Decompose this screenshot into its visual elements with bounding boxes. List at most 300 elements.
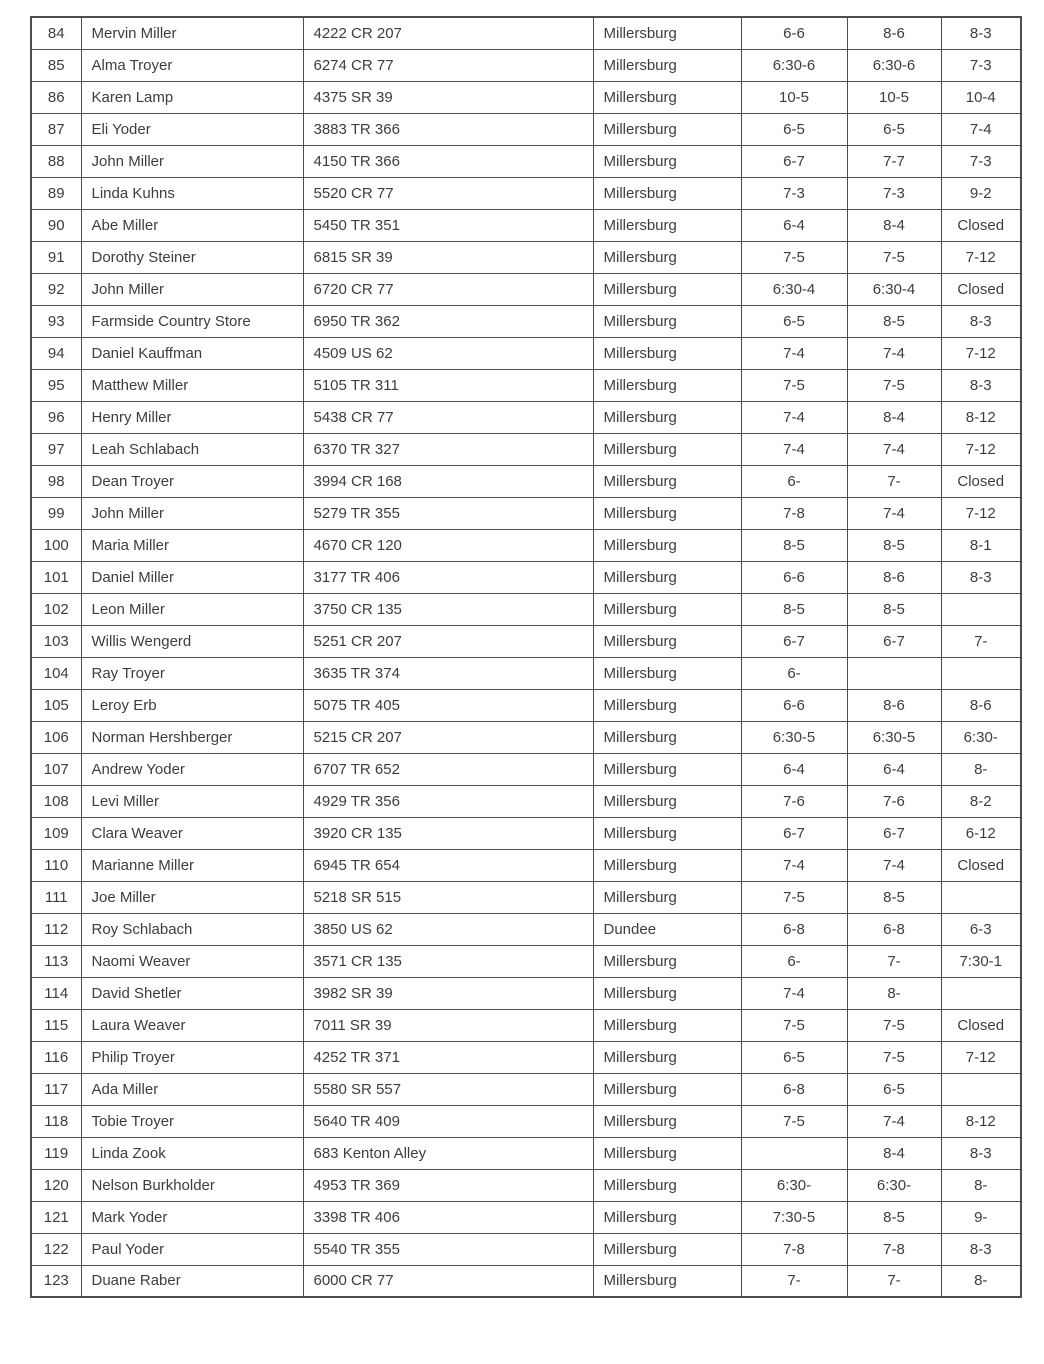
table-row (31, 1073, 1021, 1105)
cell-hours-2: 6-7 (847, 817, 941, 849)
cell-address: 5540 TR 355 (303, 1233, 593, 1265)
cell-city: Millersburg (593, 1201, 741, 1233)
cell-name: Dorothy Steiner (81, 241, 303, 273)
cell-hours-3 (941, 881, 1021, 913)
cell-address: 5105 TR 311 (303, 369, 593, 401)
table-row (31, 433, 1021, 465)
cell-address: 4509 US 62 (303, 337, 593, 369)
cell-city: Millersburg (593, 241, 741, 273)
cell-number: 112 (31, 913, 81, 945)
table-row (31, 369, 1021, 401)
cell-hours-3: 6-12 (941, 817, 1021, 849)
cell-hours-2: 7-4 (847, 337, 941, 369)
cell-number: 105 (31, 689, 81, 721)
cell-city: Millersburg (593, 1073, 741, 1105)
cell-address: 6815 SR 39 (303, 241, 593, 273)
cell-address: 4222 CR 207 (303, 17, 593, 49)
cell-hours-1: 6-8 (741, 1073, 847, 1105)
cell-hours-1: 8-5 (741, 529, 847, 561)
cell-hours-3: Closed (941, 1009, 1021, 1041)
table-row (31, 1041, 1021, 1073)
table-row (31, 81, 1021, 113)
cell-address: 4953 TR 369 (303, 1169, 593, 1201)
cell-hours-1: 6-4 (741, 209, 847, 241)
table-row (31, 209, 1021, 241)
cell-hours-2: 6-5 (847, 1073, 941, 1105)
cell-name: Naomi Weaver (81, 945, 303, 977)
cell-name: Leroy Erb (81, 689, 303, 721)
cell-hours-2: 8-6 (847, 689, 941, 721)
table-row (31, 1265, 1021, 1297)
cell-hours-3: 7:30-1 (941, 945, 1021, 977)
table-row (31, 849, 1021, 881)
table-row (31, 465, 1021, 497)
cell-name: Ray Troyer (81, 657, 303, 689)
cell-hours-3 (941, 977, 1021, 1009)
table-row (31, 753, 1021, 785)
cell-address: 5450 TR 351 (303, 209, 593, 241)
cell-hours-2 (847, 657, 941, 689)
cell-hours-2: 6-8 (847, 913, 941, 945)
cell-city: Millersburg (593, 849, 741, 881)
cell-number: 110 (31, 849, 81, 881)
cell-hours-3: 7-12 (941, 497, 1021, 529)
cell-hours-2: 7-4 (847, 849, 941, 881)
cell-city: Millersburg (593, 145, 741, 177)
cell-city: Millersburg (593, 1137, 741, 1169)
cell-city: Millersburg (593, 177, 741, 209)
cell-name: Ada Miller (81, 1073, 303, 1105)
cell-city: Millersburg (593, 753, 741, 785)
cell-address: 5218 SR 515 (303, 881, 593, 913)
cell-name: Daniel Miller (81, 561, 303, 593)
cell-hours-3: 8-3 (941, 305, 1021, 337)
cell-hours-1: 7-5 (741, 881, 847, 913)
cell-city: Dundee (593, 913, 741, 945)
cell-hours-3 (941, 1073, 1021, 1105)
cell-address: 6370 TR 327 (303, 433, 593, 465)
cell-hours-2: 7-5 (847, 241, 941, 273)
cell-hours-2: 6-4 (847, 753, 941, 785)
cell-number: 98 (31, 465, 81, 497)
cell-hours-3: 8- (941, 1265, 1021, 1297)
cell-address: 4150 TR 366 (303, 145, 593, 177)
table-row (31, 177, 1021, 209)
cell-number: 104 (31, 657, 81, 689)
cell-city: Millersburg (593, 945, 741, 977)
cell-hours-3: 7-12 (941, 1041, 1021, 1073)
cell-number: 108 (31, 785, 81, 817)
table-row (31, 113, 1021, 145)
cell-hours-2: 8-5 (847, 1201, 941, 1233)
table-row (31, 977, 1021, 1009)
cell-hours-2: 7-3 (847, 177, 941, 209)
cell-name: Linda Kuhns (81, 177, 303, 209)
table-row (31, 1105, 1021, 1137)
cell-hours-1: 7-4 (741, 849, 847, 881)
cell-address: 3850 US 62 (303, 913, 593, 945)
table-row (31, 1201, 1021, 1233)
cell-address: 3750 CR 135 (303, 593, 593, 625)
cell-address: 3994 CR 168 (303, 465, 593, 497)
cell-name: Philip Troyer (81, 1041, 303, 1073)
table-row (31, 1137, 1021, 1169)
cell-hours-1: 7- (741, 1265, 847, 1297)
cell-number: 93 (31, 305, 81, 337)
cell-name: Dean Troyer (81, 465, 303, 497)
cell-hours-1: 7-6 (741, 785, 847, 817)
cell-hours-2: 8-5 (847, 529, 941, 561)
cell-hours-1: 6:30-4 (741, 273, 847, 305)
cell-name: John Miller (81, 145, 303, 177)
table-row (31, 657, 1021, 689)
cell-city: Millersburg (593, 273, 741, 305)
cell-city: Millersburg (593, 593, 741, 625)
cell-hours-3: 8-1 (941, 529, 1021, 561)
cell-city: Millersburg (593, 1233, 741, 1265)
cell-hours-2: 6:30-6 (847, 49, 941, 81)
cell-hours-3: Closed (941, 849, 1021, 881)
cell-number: 111 (31, 881, 81, 913)
cell-hours-3: 6:30- (941, 721, 1021, 753)
cell-hours-1: 6-6 (741, 17, 847, 49)
cell-address: 5640 TR 409 (303, 1105, 593, 1137)
cell-city: Millersburg (593, 625, 741, 657)
cell-city: Millersburg (593, 785, 741, 817)
table-row (31, 49, 1021, 81)
cell-name: David Shetler (81, 977, 303, 1009)
cell-address: 3635 TR 374 (303, 657, 593, 689)
cell-city: Millersburg (593, 433, 741, 465)
cell-hours-3: 8- (941, 753, 1021, 785)
cell-city: Millersburg (593, 305, 741, 337)
cell-name: Marianne Miller (81, 849, 303, 881)
cell-hours-2: 6:30- (847, 1169, 941, 1201)
table-row (31, 625, 1021, 657)
cell-name: Willis Wengerd (81, 625, 303, 657)
cell-number: 117 (31, 1073, 81, 1105)
cell-hours-1: 10-5 (741, 81, 847, 113)
cell-hours-2: 7- (847, 1265, 941, 1297)
cell-hours-1: 6-4 (741, 753, 847, 785)
cell-number: 121 (31, 1201, 81, 1233)
table-row (31, 305, 1021, 337)
cell-hours-2: 7-5 (847, 1041, 941, 1073)
cell-name: Roy Schlabach (81, 913, 303, 945)
cell-hours-1: 6:30-5 (741, 721, 847, 753)
cell-hours-2: 6-7 (847, 625, 941, 657)
cell-city: Millersburg (593, 209, 741, 241)
cell-hours-3: 10-4 (941, 81, 1021, 113)
cell-hours-2: 7-4 (847, 1105, 941, 1137)
cell-hours-1: 8-5 (741, 593, 847, 625)
cell-hours-1: 7-4 (741, 337, 847, 369)
table-row (31, 593, 1021, 625)
cell-hours-1: 6-5 (741, 113, 847, 145)
cell-hours-1: 6-5 (741, 1041, 847, 1073)
cell-hours-3: Closed (941, 465, 1021, 497)
table-row (31, 497, 1021, 529)
table-row (31, 721, 1021, 753)
cell-name: Leon Miller (81, 593, 303, 625)
cell-name: Mark Yoder (81, 1201, 303, 1233)
table-row (31, 817, 1021, 849)
cell-hours-2: 7-6 (847, 785, 941, 817)
cell-hours-2: 7-5 (847, 1009, 941, 1041)
cell-name: Joe Miller (81, 881, 303, 913)
cell-hours-2: 7-4 (847, 433, 941, 465)
cell-hours-3: 7-12 (941, 433, 1021, 465)
cell-address: 3571 CR 135 (303, 945, 593, 977)
table-row (31, 561, 1021, 593)
cell-hours-1: 6- (741, 945, 847, 977)
cell-address: 3398 TR 406 (303, 1201, 593, 1233)
cell-number: 91 (31, 241, 81, 273)
cell-number: 113 (31, 945, 81, 977)
cell-name: Abe Miller (81, 209, 303, 241)
cell-city: Millersburg (593, 401, 741, 433)
cell-hours-3: 9- (941, 1201, 1021, 1233)
cell-hours-2: 8-6 (847, 17, 941, 49)
cell-name: Farmside Country Store (81, 305, 303, 337)
cell-address: 5438 CR 77 (303, 401, 593, 433)
cell-address: 6720 CR 77 (303, 273, 593, 305)
cell-number: 115 (31, 1009, 81, 1041)
cell-name: Matthew Miller (81, 369, 303, 401)
cell-address: 5520 CR 77 (303, 177, 593, 209)
cell-name: Tobie Troyer (81, 1105, 303, 1137)
cell-name: John Miller (81, 497, 303, 529)
cell-hours-2: 6-5 (847, 113, 941, 145)
cell-number: 122 (31, 1233, 81, 1265)
cell-number: 118 (31, 1105, 81, 1137)
cell-number: 90 (31, 209, 81, 241)
cell-city: Millersburg (593, 1041, 741, 1073)
cell-number: 103 (31, 625, 81, 657)
table-row (31, 1169, 1021, 1201)
cell-hours-2: 6:30-4 (847, 273, 941, 305)
table-row (31, 1009, 1021, 1041)
cell-hours-1: 7:30-5 (741, 1201, 847, 1233)
cell-number: 88 (31, 145, 81, 177)
cell-number: 87 (31, 113, 81, 145)
cell-city: Millersburg (593, 337, 741, 369)
table-row (31, 17, 1021, 49)
cell-city: Millersburg (593, 1009, 741, 1041)
cell-hours-2: 7-7 (847, 145, 941, 177)
cell-number: 92 (31, 273, 81, 305)
cell-address: 3177 TR 406 (303, 561, 593, 593)
table-row (31, 529, 1021, 561)
cell-hours-3: 8-3 (941, 17, 1021, 49)
cell-city: Millersburg (593, 81, 741, 113)
cell-name: John Miller (81, 273, 303, 305)
cell-number: 97 (31, 433, 81, 465)
cell-number: 114 (31, 977, 81, 1009)
cell-hours-2: 8-5 (847, 593, 941, 625)
cell-hours-2: 8-5 (847, 881, 941, 913)
cell-name: Levi Miller (81, 785, 303, 817)
cell-hours-1: 7-8 (741, 1233, 847, 1265)
cell-hours-3: 7-3 (941, 145, 1021, 177)
cell-hours-1: 6-7 (741, 817, 847, 849)
cell-hours-1: 7-5 (741, 1105, 847, 1137)
cell-city: Millersburg (593, 561, 741, 593)
cell-hours-3: 7- (941, 625, 1021, 657)
cell-number: 99 (31, 497, 81, 529)
cell-hours-2: 7-4 (847, 497, 941, 529)
cell-name: Nelson Burkholder (81, 1169, 303, 1201)
cell-hours-1: 6-5 (741, 305, 847, 337)
cell-address: 6950 TR 362 (303, 305, 593, 337)
cell-name: Karen Lamp (81, 81, 303, 113)
cell-hours-1: 6-7 (741, 145, 847, 177)
table-row (31, 913, 1021, 945)
cell-city: Millersburg (593, 881, 741, 913)
cell-hours-3: 6-3 (941, 913, 1021, 945)
cell-hours-2: 8-4 (847, 1137, 941, 1169)
cell-hours-1: 7-4 (741, 977, 847, 1009)
cell-name: Norman Hershberger (81, 721, 303, 753)
cell-hours-2: 8-5 (847, 305, 941, 337)
cell-number: 123 (31, 1265, 81, 1297)
cell-number: 101 (31, 561, 81, 593)
cell-hours-2: 6:30-5 (847, 721, 941, 753)
cell-hours-1: 6-8 (741, 913, 847, 945)
cell-address: 5215 CR 207 (303, 721, 593, 753)
cell-name: Maria Miller (81, 529, 303, 561)
cell-hours-1: 7-5 (741, 241, 847, 273)
cell-hours-3: 7-12 (941, 337, 1021, 369)
cell-address: 5075 TR 405 (303, 689, 593, 721)
cell-name: Laura Weaver (81, 1009, 303, 1041)
cell-hours-3: 7-12 (941, 241, 1021, 273)
cell-hours-2: 7-5 (847, 369, 941, 401)
cell-name: Paul Yoder (81, 1233, 303, 1265)
cell-hours-3 (941, 657, 1021, 689)
cell-address: 3883 TR 366 (303, 113, 593, 145)
cell-city: Millersburg (593, 977, 741, 1009)
cell-hours-2: 8-4 (847, 401, 941, 433)
cell-number: 94 (31, 337, 81, 369)
cell-number: 95 (31, 369, 81, 401)
cell-number: 85 (31, 49, 81, 81)
cell-city: Millersburg (593, 49, 741, 81)
table-row (31, 273, 1021, 305)
table-row (31, 785, 1021, 817)
cell-city: Millersburg (593, 1169, 741, 1201)
table-row (31, 401, 1021, 433)
cell-number: 109 (31, 817, 81, 849)
cell-hours-3: Closed (941, 273, 1021, 305)
cell-hours-1: 6- (741, 465, 847, 497)
cell-hours-2: 7- (847, 945, 941, 977)
cell-address: 6945 TR 654 (303, 849, 593, 881)
cell-name: Clara Weaver (81, 817, 303, 849)
cell-address: 4670 CR 120 (303, 529, 593, 561)
cell-hours-1 (741, 1137, 847, 1169)
cell-hours-3 (941, 593, 1021, 625)
cell-number: 119 (31, 1137, 81, 1169)
cell-city: Millersburg (593, 1105, 741, 1137)
cell-address: 4252 TR 371 (303, 1041, 593, 1073)
table-row (31, 945, 1021, 977)
cell-address: 6000 CR 77 (303, 1265, 593, 1297)
table-row (31, 1233, 1021, 1265)
cell-city: Millersburg (593, 529, 741, 561)
cell-address: 5580 SR 557 (303, 1073, 593, 1105)
cell-city: Millersburg (593, 465, 741, 497)
table-row (31, 145, 1021, 177)
cell-address: 5251 CR 207 (303, 625, 593, 657)
cell-number: 89 (31, 177, 81, 209)
cell-number: 107 (31, 753, 81, 785)
table-row (31, 689, 1021, 721)
cell-hours-1: 6-6 (741, 689, 847, 721)
cell-name: Linda Zook (81, 1137, 303, 1169)
cell-hours-1: 6- (741, 657, 847, 689)
cell-hours-3: 9-2 (941, 177, 1021, 209)
cell-hours-1: 7-5 (741, 1009, 847, 1041)
cell-name: Andrew Yoder (81, 753, 303, 785)
cell-hours-2: 7- (847, 465, 941, 497)
cell-address: 4375 SR 39 (303, 81, 593, 113)
table-row (31, 337, 1021, 369)
cell-name: Eli Yoder (81, 113, 303, 145)
cell-city: Millersburg (593, 113, 741, 145)
cell-hours-3: 8-3 (941, 561, 1021, 593)
cell-city: Millersburg (593, 721, 741, 753)
cell-city: Millersburg (593, 689, 741, 721)
cell-hours-1: 6-6 (741, 561, 847, 593)
cell-hours-1: 7-5 (741, 369, 847, 401)
cell-name: Alma Troyer (81, 49, 303, 81)
cell-hours-2: 8-6 (847, 561, 941, 593)
cell-hours-3: 7-4 (941, 113, 1021, 145)
cell-city: Millersburg (593, 1265, 741, 1297)
cell-hours-3: 8-3 (941, 369, 1021, 401)
cell-name: Leah Schlabach (81, 433, 303, 465)
cell-number: 120 (31, 1169, 81, 1201)
cell-number: 100 (31, 529, 81, 561)
cell-address: 3920 CR 135 (303, 817, 593, 849)
cell-address: 7011 SR 39 (303, 1009, 593, 1041)
cell-number: 84 (31, 17, 81, 49)
cell-address: 3982 SR 39 (303, 977, 593, 1009)
cell-city: Millersburg (593, 17, 741, 49)
cell-hours-1: 7-3 (741, 177, 847, 209)
cell-number: 96 (31, 401, 81, 433)
cell-hours-3: 8- (941, 1169, 1021, 1201)
cell-hours-3: 8-12 (941, 1105, 1021, 1137)
cell-hours-2: 10-5 (847, 81, 941, 113)
cell-hours-1: 7-4 (741, 433, 847, 465)
cell-hours-1: 6:30-6 (741, 49, 847, 81)
cell-hours-1: 6:30- (741, 1169, 847, 1201)
cell-hours-2: 7-8 (847, 1233, 941, 1265)
cell-address: 5279 TR 355 (303, 497, 593, 529)
cell-number: 102 (31, 593, 81, 625)
cell-hours-2: 8- (847, 977, 941, 1009)
cell-city: Millersburg (593, 369, 741, 401)
cell-hours-3: 8-6 (941, 689, 1021, 721)
cell-city: Millersburg (593, 817, 741, 849)
cell-hours-3: Closed (941, 209, 1021, 241)
cell-hours-1: 7-4 (741, 401, 847, 433)
cell-hours-3: 8-3 (941, 1137, 1021, 1169)
directory-table (30, 16, 1022, 1298)
cell-number: 106 (31, 721, 81, 753)
